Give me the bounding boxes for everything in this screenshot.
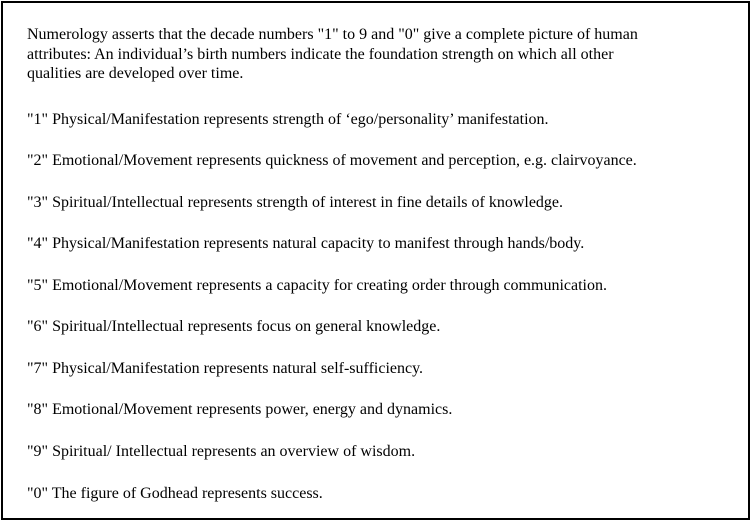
item-2: "2" Emotional/Movement represents quickness of movement and perception, e.g. clairvoyance. (27, 152, 637, 169)
item-3: "3" Spiritual/Intellectual represents strength of interest in fine details of knowledge. (27, 194, 564, 211)
item-4: "4" Physical/Manifestation represents natural capacity to manifest through hands/body. (27, 235, 585, 252)
item-8: "8" Emotional/Movement represents power, energy and dynamics. (27, 401, 453, 418)
intro-paragraph (27, 25, 741, 84)
item-6: "6" Spiritual/Intellectual represents focus on general knowledge. (27, 318, 441, 335)
intro-line: qualities are developed over time. (27, 65, 244, 82)
item-1: "1" Physical/Manifestation represents strength of ‘ego/personality’ manifestation. (27, 111, 549, 128)
intro-line: Numerology asserts that the decade numbers "1" to 9 and "0" give a complete picture of human (27, 26, 638, 43)
item-9: "9" Spiritual/ Intellectual represents an overview of wisdom. (27, 443, 416, 460)
item-5: "5" Emotional/Movement represents a capacity for creating order through communication. (27, 277, 607, 294)
item-7: "7" Physical/Manifestation represents natural self-sufficiency. (27, 360, 424, 377)
intro-line: attributes: An individual’s birth numbers indicate the foundation strength on which all other (27, 45, 614, 63)
item-0: "0" The figure of Godhead represents success. (27, 485, 323, 502)
